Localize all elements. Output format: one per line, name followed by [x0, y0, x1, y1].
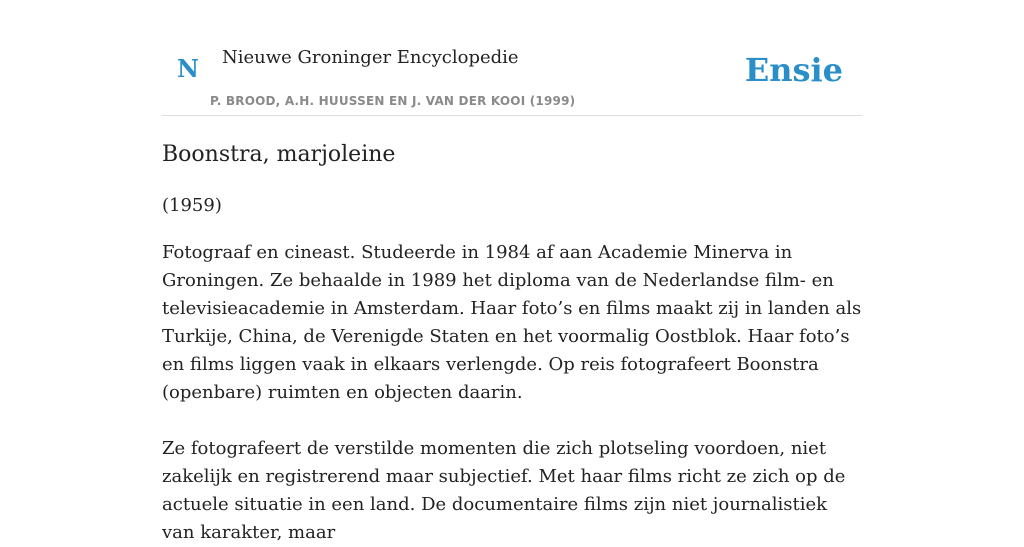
entry-paragraph-2: Ze fotografeert de verstilde momenten die zich plotseling voordoen, niet zakelijk en registrerend maar subjectief. Met haar films richt ze zich op de actuele situatie in een land. De documentaire films zijn niet journalistiek van karakter, maar [162, 438, 846, 543]
entry-paragraph-1: Fotograaf en cineast. Studeerde in 1984 af aan Academie Minerva in Groningen. Ze behaalde in 1989 het diploma van de Nederlandse film- en televisieacademie in Amsterdam. Haar foto’s en films maakt zij in landen als Turkije, China, de Verenigde Staten en het voormalig Oostblok. Haar foto’s en films liggen vaak in elkaars verlengde. Op reis fotografeert Boonstra (openbare) ruimten en objecten daarin. [162, 242, 862, 403]
entry-years: (1959) [162, 195, 222, 216]
encyclopedia-logo[interactable]: N [177, 54, 199, 83]
entry-title: Boonstra, marjoleine [162, 142, 396, 167]
ensie-logo[interactable]: Ensie [744, 51, 843, 89]
encyclopedia-title[interactable]: Nieuwe Groninger Encyclopedie [222, 47, 519, 68]
page [162, 0, 862, 547]
encyclopedia-header [162, 0, 862, 116]
encyclopedia-authors: P. BROOD, A.H. HUUSSEN EN J. VAN DER KOOI (1999) [210, 94, 576, 108]
